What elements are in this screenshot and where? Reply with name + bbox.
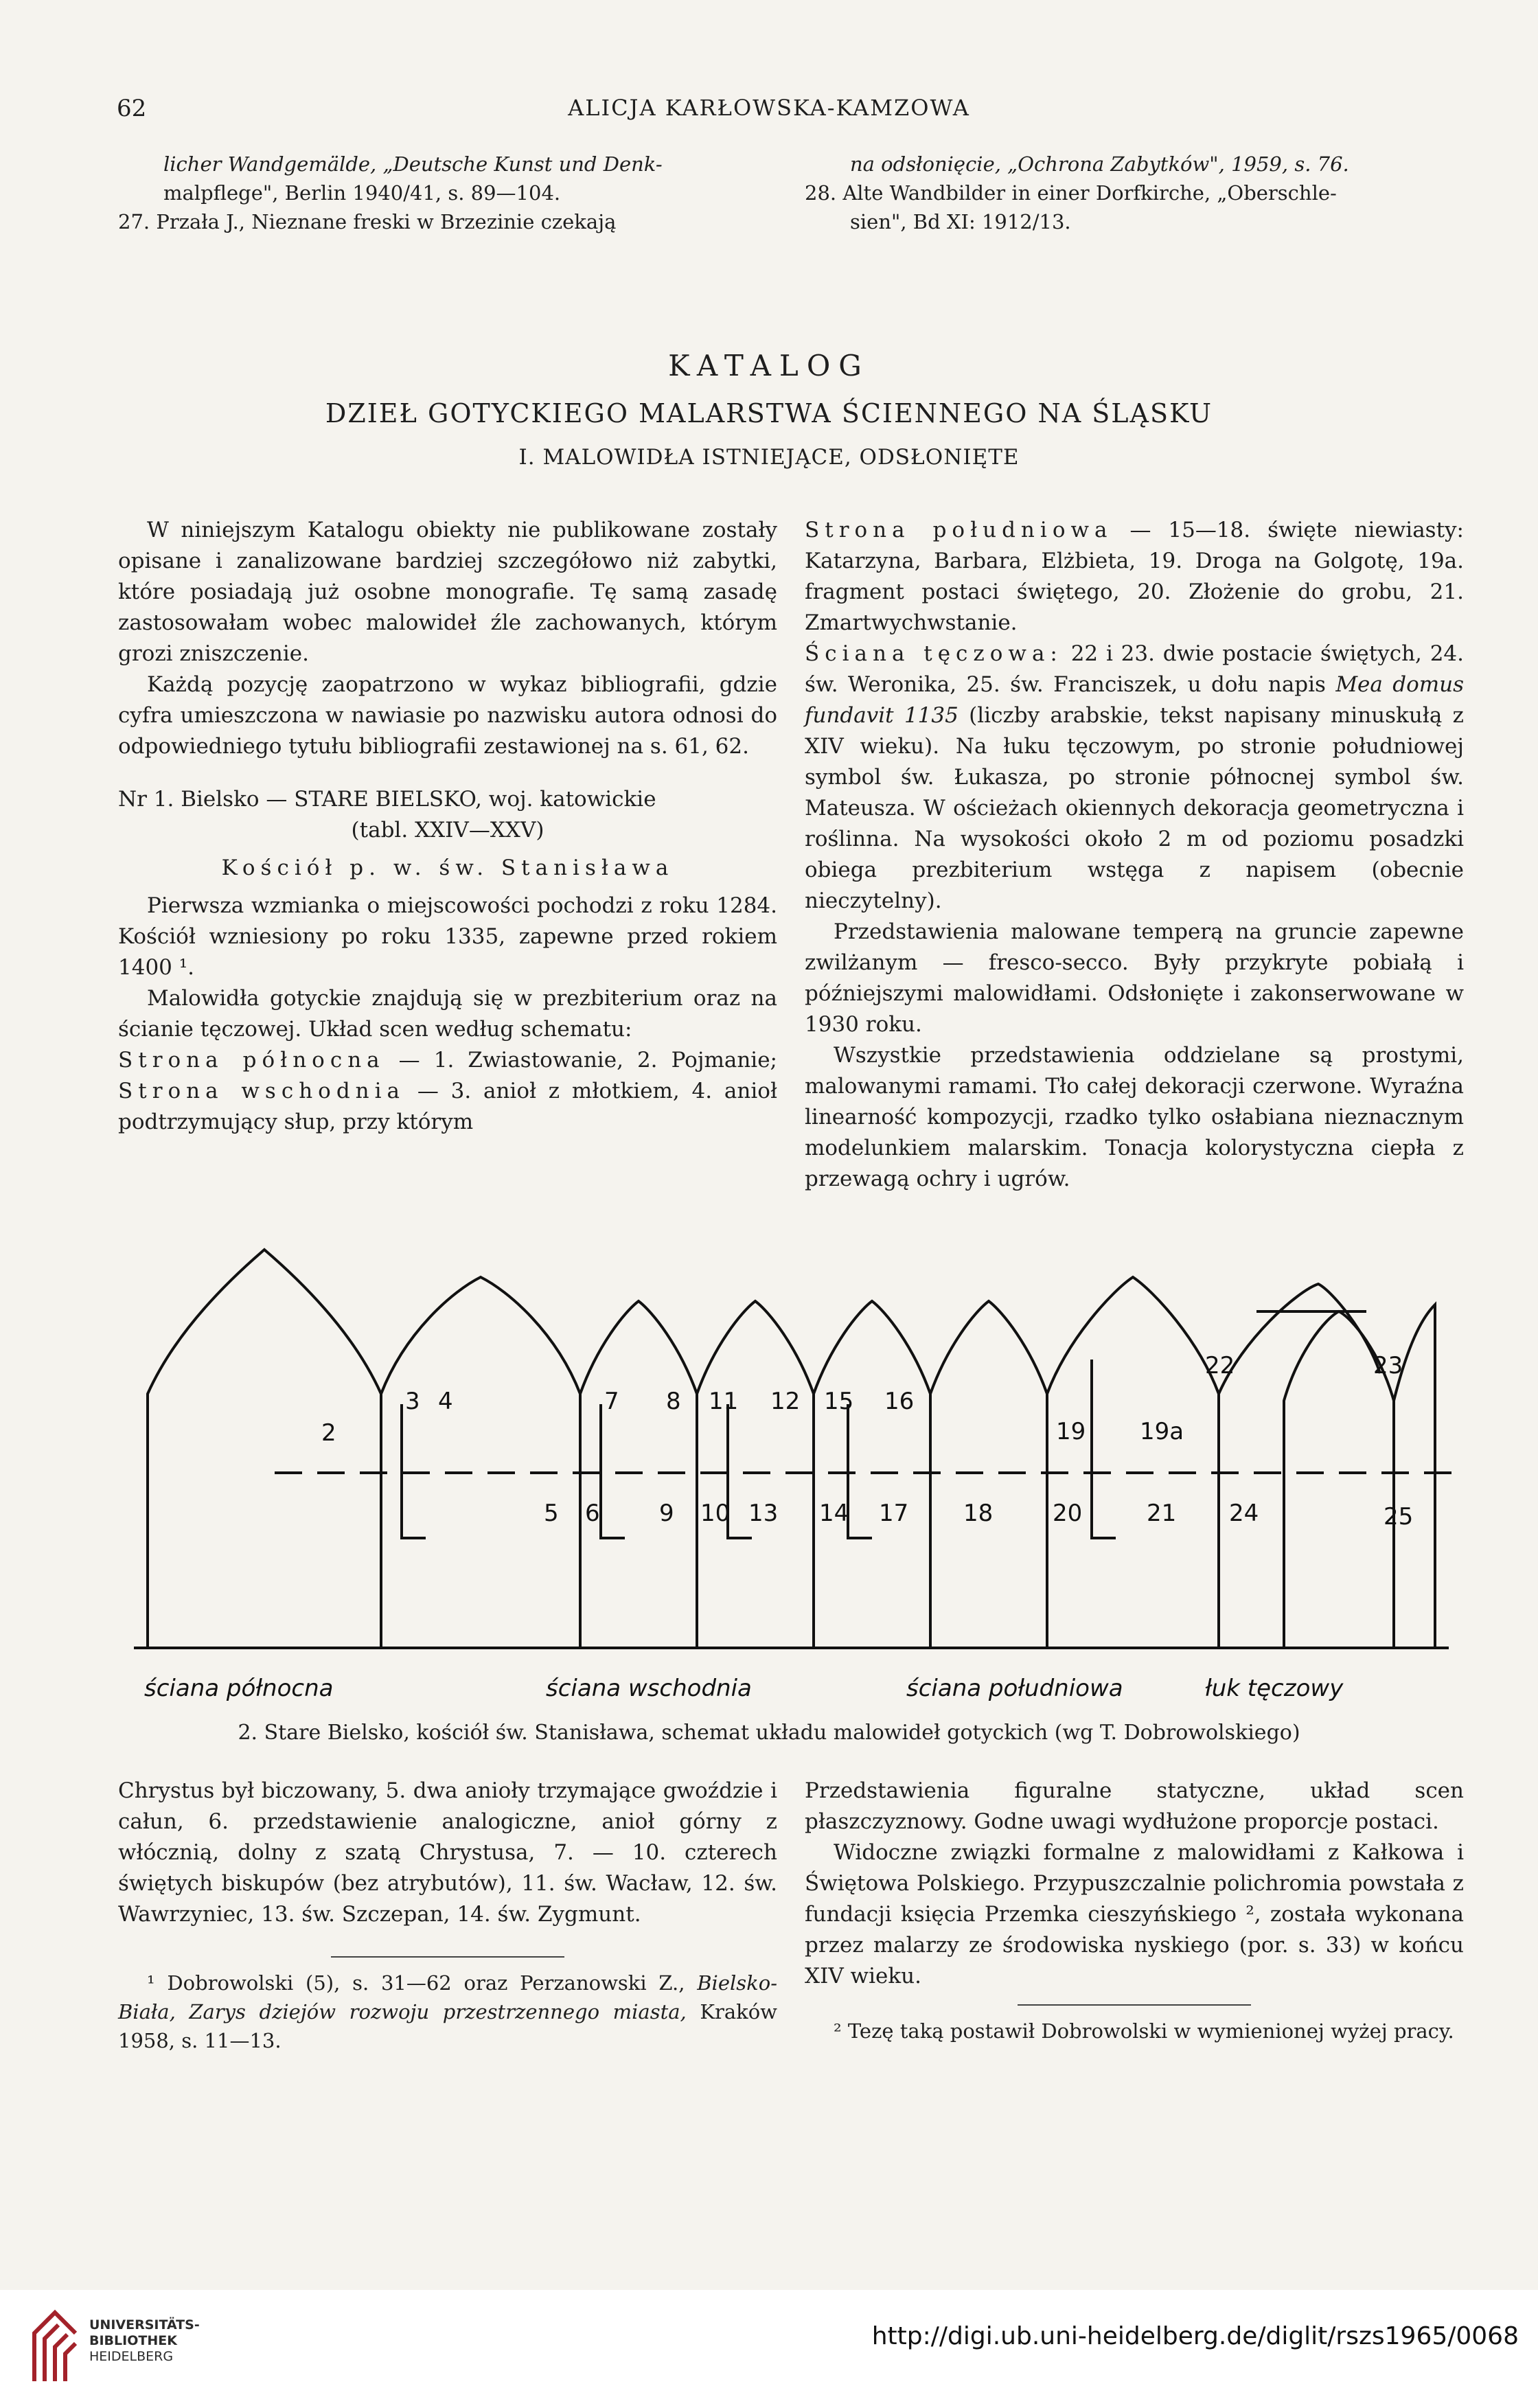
library-name-line: HEIDELBERG <box>89 2349 174 2364</box>
south-arch-2 <box>930 1301 1047 1648</box>
scene-number: 21 <box>1147 1500 1177 1527</box>
inscription: Mea domus fundavit 1135 <box>805 672 1464 728</box>
east-arch-1 <box>381 1277 580 1648</box>
rainbow-arch-left <box>1219 1284 1380 1648</box>
scene-number: 22 <box>1205 1352 1235 1379</box>
library-name-line: UNIVERSITÄTS- <box>89 2317 200 2332</box>
catalog-heading: KATALOG <box>668 349 870 382</box>
history-paragraph: Pierwsza wzmianka o miejscowości pochodzi z roku 1284. Kościół wzniesiony po roku 1335, zapewne przed rokiem 1400 ¹. <box>118 893 777 980</box>
scene-number: 17 <box>879 1500 909 1527</box>
scene-number: 12 <box>770 1388 801 1415</box>
scene-number: 16 <box>884 1388 915 1415</box>
footnote-text: ¹ Dobrowolski (5), s. 31—62 oraz Perzanowski Z., <box>147 1971 698 1995</box>
scene-number: 7 <box>604 1388 619 1415</box>
scene-number: 4 <box>438 1388 453 1415</box>
wall-label-rainbow: łuk tęczowy <box>1205 1675 1344 1702</box>
relations-paragraph: Widoczne związki formalne z malowidłami z Kałkowa i Świętowa Polskiego. Przypuszczalnie polichromia powstała z fundacji księcia Przemka cieszyńskiego ², została wykonana przez malarzy ze środowiska nyskiego (por. s. 33) w końcu XIV wieku. <box>805 1840 1464 1988</box>
scenes-continued-paragraph: Chrystus był biczowany, 5. dwa anioły trzymające gwoździe i całun, 6. przedstawienie analogiczne, anioł górny z włócznią, dolny z szatą Chrystusa, 7. — 10. czterech świętych biskupów (bez atrybutów), 11. św. Wacław, 12. św. Wawrzyniec, 13. św. Szczepan, 14. św. Zygmunt. <box>118 1778 777 1927</box>
top-notes-right <box>805 150 1464 236</box>
layout-paragraph: Malowidła gotyckie znajdują się w prezbiterium oraz na ścianie tęczowej. Układ scen według schematu: <box>118 986 777 1042</box>
rainbow-wall-text: 22 i 23. dwie postacie świętych, 24. św. Weronika, 25. św. Franciszek, u dołu napis <box>805 641 1465 697</box>
note-line: na odsłonięcie, „Ochrona Zabytków", 1959, s. 76. <box>850 152 1349 176</box>
footnote-2: ² Tezę taką postawił Dobrowolski w wymienionej wyżej pracy. <box>834 2019 1454 2043</box>
entry-line: Nr 1. Bielsko — STARE BIELSKO, woj. katowickie <box>118 787 656 812</box>
north-wall-text: — 1. Zwiastowanie, 2. Pojmanie; <box>384 1048 777 1073</box>
scene-number: 25 <box>1384 1503 1414 1530</box>
lower-right-column <box>805 1776 1464 2045</box>
north-arch <box>148 1250 381 1648</box>
library-name <box>89 2317 200 2365</box>
scene-number: 6 <box>585 1500 600 1527</box>
scene-number: 23 <box>1373 1352 1403 1379</box>
library-name-line: BIBLIOTHEK <box>89 2333 177 2348</box>
scene-number: 19 <box>1056 1418 1086 1445</box>
top-notes-left <box>118 150 777 236</box>
catalog-subtitle: DZIEŁ GOTYCKIEGO MALARSTWA ŚCIENNEGO NA ŚLĄSKU <box>325 398 1213 428</box>
east-arch-2 <box>580 1301 697 1648</box>
left-column <box>118 515 777 1138</box>
scene-number: 3 <box>405 1388 420 1415</box>
note-line: malpflege", Berlin 1940/41, s. 89—104. <box>163 181 561 205</box>
note-line: licher Wandgemälde, „Deutsche Kunst und Denk- <box>163 152 663 176</box>
footnote-text: Kraków 1958, s. 11—13. <box>118 2000 778 2052</box>
south-wall-text: — 15—18. święte niewiasty: Katarzyna, Barbara, Elżbieta, 19. Droga na Golgotę, 19a. fragment postaci świętego, 20. Złożenie do grobu, 21. Zmartwychwstanie. <box>805 518 1464 635</box>
scene-number: 19a <box>1140 1418 1184 1445</box>
rainbow-wall-paragraph <box>805 639 1464 917</box>
east-wall-text: — 3. anioł z młotkiem, 4. anioł podtrzymujący słup, przy którym <box>118 1079 777 1134</box>
wall-label-east: ściana wschodnia <box>546 1675 752 1702</box>
lower-left-column <box>118 1776 777 2055</box>
right-column <box>805 515 1464 1195</box>
church-name: Kościół p. w. św. Stanisława <box>221 856 674 880</box>
style-paragraph: Wszystkie przedstawienia oddzielane są prostymi, malowanymi ramami. Tło całej dekoracji czerwone. Wyraźna linearność kompozycji, rzadko tylko osłabiana nieznacznym modelunkiem malarskim. Tonacja kolorystyczna ciepła z przewagą ochry i ugrów. <box>805 1043 1464 1191</box>
south-arch-1 <box>814 1301 930 1648</box>
footnote-title: Bielsko-Biała, Zarys dziejów rozwoju przestrzennego miasta, <box>118 1971 777 2023</box>
intro-paragraph: W niniejszym Katalogu obiekty nie publikowane zostały opisane i zanalizowane bardziej szczegółowo niż zabytki, które posiadają już osobne monografie. Tę samą zasadę zastosowałam wobec malowideł źle zachowanych, którym grozi zniszczenie. <box>118 518 777 666</box>
scene-number: 14 <box>819 1500 849 1527</box>
scene-number: 13 <box>748 1500 779 1527</box>
wall-label-north: ściana północna <box>144 1675 334 1702</box>
figures-paragraph: Przedstawienia figuralne statyczne, układ scen płaszczyznowy. Godne uwagi wydłużone proporcje postaci. <box>805 1778 1464 1834</box>
scene-number: 11 <box>709 1388 739 1415</box>
rainbow-wall-label: Ściana tęczowa: <box>805 641 1063 666</box>
wall-scenes-paragraph <box>118 1045 777 1138</box>
scene-number: 15 <box>824 1388 854 1415</box>
north-wall-label: Strona północna <box>118 1048 385 1073</box>
note-line: 27. Przała J., Nieznane freski w Brzezinie czekają <box>118 210 617 233</box>
footnote-1 <box>118 1969 777 2055</box>
rainbow-wall-text: (liczby arabskie, tekst napisany minuskułą z XIV wieku). Na łuku tęczowym, po stronie południowej symbol św. Łukasza, po stronie północnej symbol św. Mateusza. W ościeżach okiennych dekoracja geometryczna i roślinna. Na wysokości około 2 m od poziomu posadzki obiega prezbiterium wstęga z napisem (obecnie nieczytelny). <box>805 703 1464 913</box>
scene-number: 8 <box>666 1388 681 1415</box>
wall-label-south: ściana południowa <box>906 1675 1123 1702</box>
running-title: ALICJA KARŁOWSKA-KAMZOWA <box>568 95 970 121</box>
technique-paragraph: Przedstawienia malowane temperą na gruncie zapewne zwilżanym — fresco-secco. Były przykryte pobiałą i późniejszymi malowidłami. Odsłonięte i zakonserwowane w 1930 roku. <box>805 919 1464 1037</box>
library-logo-icon <box>27 2306 82 2388</box>
entry-plates: (tabl. XXIV—XXV) <box>351 818 544 842</box>
south-wall-paragraph <box>805 515 1464 639</box>
east-wall-label: Strona wschodnia <box>118 1079 406 1103</box>
page-number: 62 <box>117 95 147 122</box>
wall-painting-diagram <box>117 1236 1462 1710</box>
scene-number: 5 <box>544 1500 559 1527</box>
scene-number: 20 <box>1053 1500 1083 1527</box>
intro-paragraph: Każdą pozycję zaopatrzono w wykaz bibliografii, gdzie cyfra umieszczona w nawiasie po nazwisku autora odnosi do odpowiedniego tytułu bibliografii zestawionej na s. 61, 62. <box>118 672 777 759</box>
section-heading: I. MALOWIDŁA ISTNIEJĄCE, ODSŁONIĘTE <box>518 445 1020 470</box>
figure-caption: 2. Stare Bielsko, kościół św. Stanisława, schemat układu malowideł gotyckich (wg T. Dobrowolskiego) <box>238 1721 1300 1745</box>
south-arch-3 <box>1047 1277 1219 1648</box>
scene-number: 2 <box>321 1419 336 1447</box>
east-arch-3 <box>697 1301 814 1648</box>
scene-number: 18 <box>963 1500 994 1527</box>
south-wall-label: Strona południowa <box>805 518 1113 542</box>
note-line: sien", Bd XI: 1912/13. <box>850 210 1071 233</box>
permalink[interactable]: http://digi.ub.uni-heidelberg.de/diglit/rszs1965/0068 <box>871 2322 1519 2350</box>
note-line: 28. Alte Wandbilder in einer Dorfkirche, „Oberschle- <box>805 181 1337 205</box>
scene-number: 9 <box>659 1500 674 1527</box>
footnote-rule <box>331 1956 564 1958</box>
footnote-rule <box>1018 2004 1251 2006</box>
scene-number: 24 <box>1229 1500 1259 1527</box>
scene-number: 10 <box>700 1500 731 1527</box>
